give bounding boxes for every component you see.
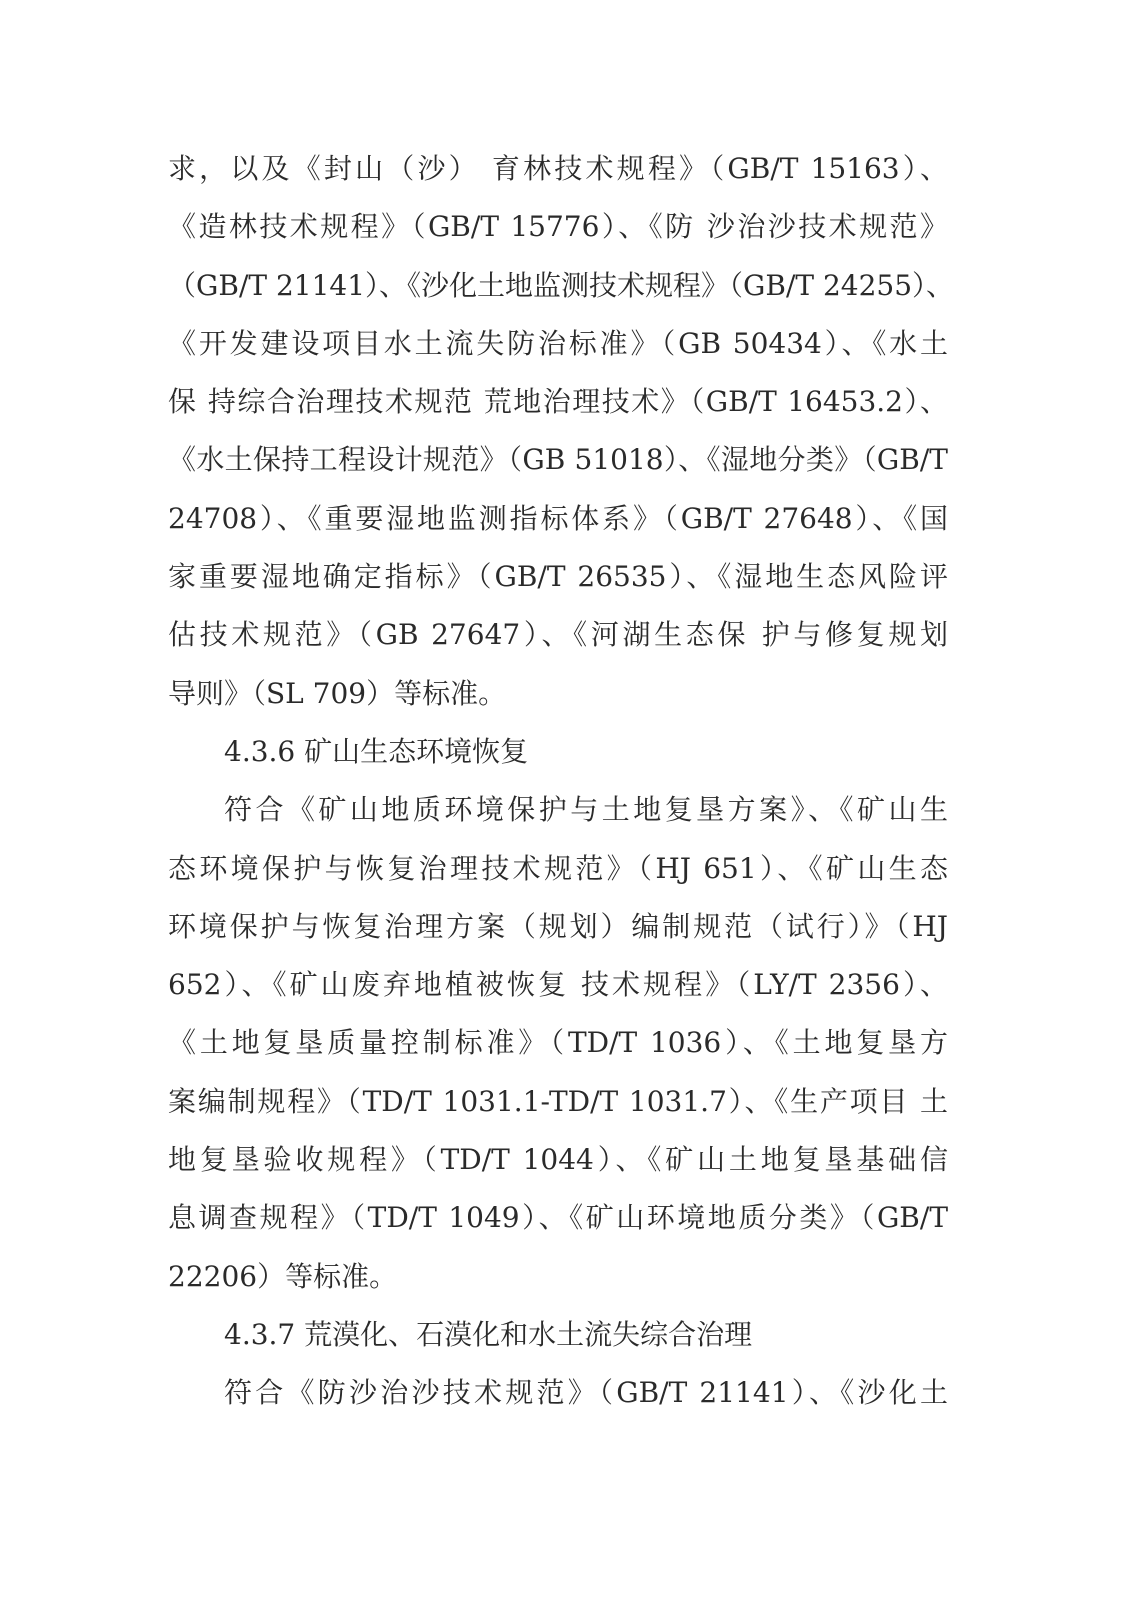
text-line: 家重要湿地确定指标》（GB/T 26535）、《湿地生态风险评 [168, 560, 948, 594]
text-line: 求，以及《封山（沙） 育林技术规程》（GB/T 15163）、 [168, 152, 948, 185]
paragraph-end-line: 导则》（SL 709）等标准。 [168, 676, 507, 710]
text-line: 符合《防沙治沙技术规范》（GB/T 21141）、《沙化土 [224, 1376, 948, 1410]
text-line: 保 持综合治理技术规范 荒地治理技术》（GB/T 16453.2）、 [168, 385, 948, 419]
text-line: 《水土保持工程设计规范》（GB 51018）、《湿地分类》（GB/T [168, 443, 948, 477]
text-line: 《造林技术规程》（GB/T 15776）、《防 沙治沙技术规范》 [168, 210, 948, 244]
text-line: 地复垦验收规程》（TD/T 1044）、《矿山土地复垦基础信 [168, 1143, 948, 1177]
text-line: 估技术规范》（GB 27647）、《河湖生态保 护与修复规划 [168, 618, 948, 652]
text-line: 24708）、《重要湿地监测指标体系》（GB/T 27648）、《国 [168, 501, 948, 535]
section-heading-4-3-7: 4.3.7 荒漠化、石漠化和水土流失综合治理 [224, 1317, 753, 1351]
paragraph-end-line: 22206）等标准。 [168, 1259, 398, 1293]
text-line: 《开发建设项目水土流失防治标准》（GB 50434）、《水土 [168, 326, 948, 360]
text-line: 652）、《矿山废弃地植被恢复 技术规程》（LY/T 2356）、 [168, 968, 948, 1002]
text-line: 符合《矿山地质环境保护与土地复垦方案》、《矿山生 [224, 793, 948, 827]
text-line: 环境保护与恢复治理方案（规划）编制规范（试行）》（HJ [168, 909, 948, 943]
text-line: 《土地复垦质量控制标准》（TD/T 1036）、《土地复垦方 [168, 1026, 948, 1060]
section-heading-4-3-6: 4.3.6 矿山生态环境恢复 [224, 734, 529, 768]
text-line: 案编制规程》（TD/T 1031.1-TD/T 1031.7）、《生产项目 土 [168, 1084, 948, 1118]
body-text [168, 140, 955, 1423]
text-line: 态环境保护与恢复治理技术规范》（HJ 651）、《矿山生态 [168, 851, 948, 885]
text-line: 息调查规程》（TD/T 1049）、《矿山环境地质分类》（GB/T [168, 1201, 948, 1235]
text-line: （GB/T 21141）、《沙化土地监测技术规程》（GB/T 24255）、 [168, 268, 955, 302]
